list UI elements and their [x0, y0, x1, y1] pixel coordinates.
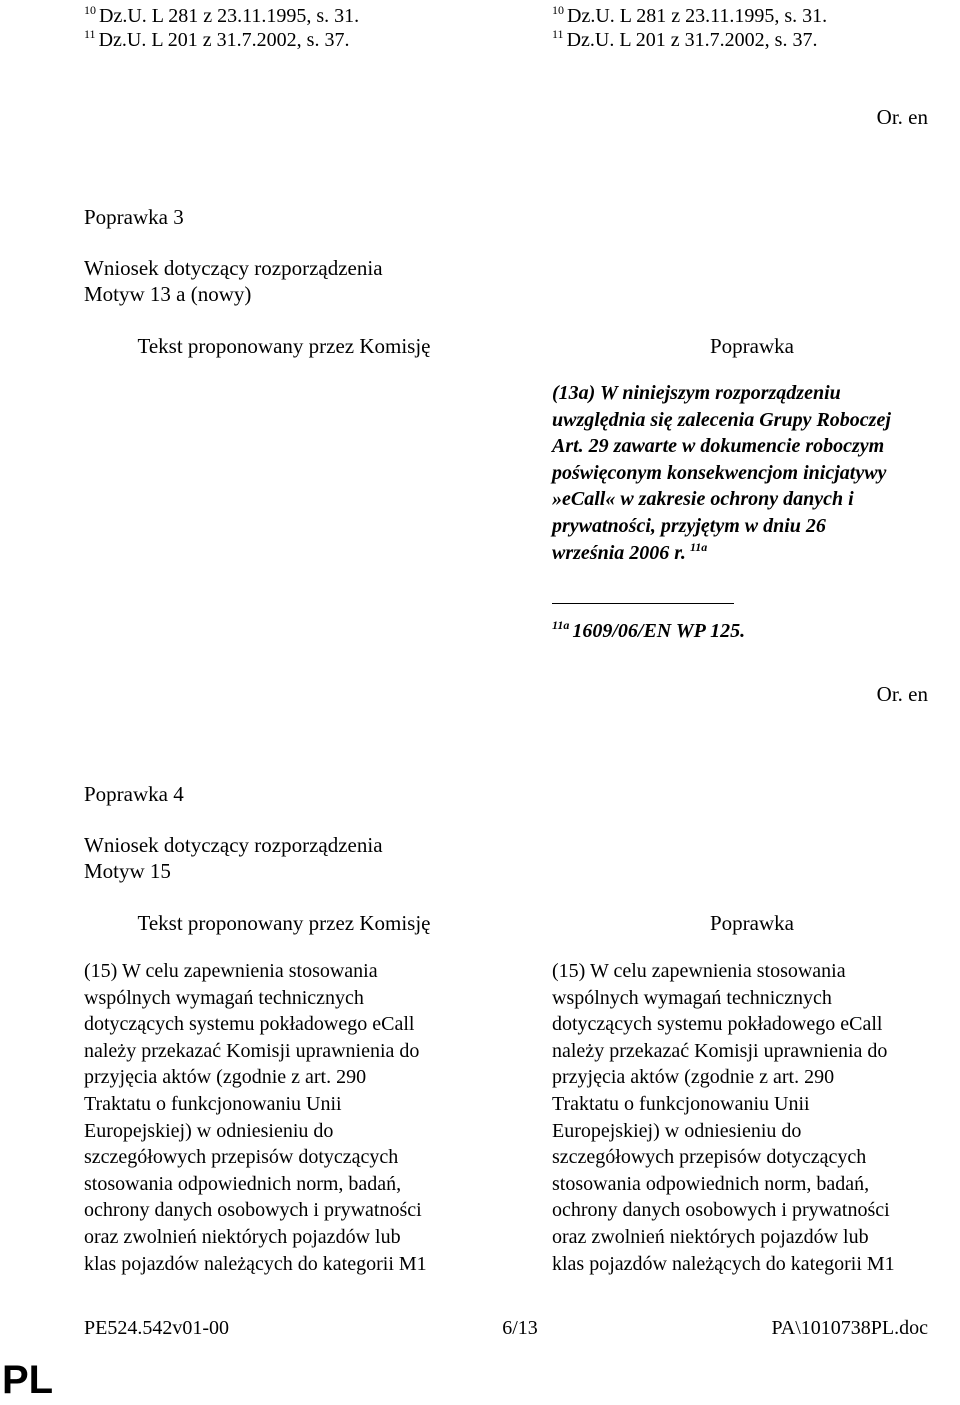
footnote-10-left: $^{10}$ Dz.U. L 281 z 23.11.1995, s. 31. [84, 3, 360, 27]
footnote-10-right: $^{10}$ Dz.U. L 281 z 23.11.1995, s. 31. [552, 3, 828, 27]
footer-doc-ref: PE524.542v01-00 [84, 1317, 229, 1339]
amendment-3-right-text: (13a) W niniejszym rozporządzeniu uwzględnia się zalecenia Grupy Roboczej Art. 29 zawarte w dokumencie roboczym poświęconym konsekwencjom inicjatywy »eCall« w zakresie ochrony danych i prywatności, przyjętym w dniu 26 września 2006 r. $^{11a}$ [552, 382, 891, 564]
amendment-4-col-left-header: Tekst proponowany przez Komisję [137, 911, 431, 935]
footnote-ref-11a: 11a [689, 539, 708, 554]
amendment-4-subject: Wniosek dotyczący rozporządzenia [84, 833, 383, 857]
language-mark: PL [2, 1358, 54, 1402]
footer-page-number: 6/13 [502, 1317, 538, 1339]
footer-file-name: PA\1010738PL.doc [771, 1317, 928, 1339]
amendment-4-right-text: (15) W celu zapewnienia stosowania wspólnych wymagań technicznych dotyczących systemu pokładowego eCall należy przekazać Komisji uprawnienia do przyjęcia aktów (zgodnie z art. 290 Traktatu o funkcjonowaniu Unii Europejskiej) w odniesieniu do szczegółowych przepisów dotyczących stosowania odpowiednich norm, badań, ochrony danych osobowych i prywatności oraz zwolnień niektórych pojazdów lub klas pojazdów należących do kategorii M1 [552, 960, 895, 1275]
footnote-11-left: $^{11}$ Dz.U. L 201 z 31.7.2002, s. 37. [84, 27, 350, 51]
amendment-3-col-left-header: Tekst proponowany przez Komisję [137, 334, 431, 358]
footnotes-top-left [84, 4, 359, 52]
amendment-3-subject: Wniosek dotyczący rozporządzenia [84, 256, 383, 280]
amendment-3-title: Poprawka 3 [84, 205, 184, 229]
amendment-4-recital: Motyw 15 [84, 859, 171, 883]
footnote-11-right: $^{11}$ Dz.U. L 201 z 31.7.2002, s. 37. [552, 27, 818, 51]
footnote-separator [552, 603, 734, 604]
footnotes-top-right [552, 4, 827, 52]
amendment-4-col-right-header: Poprawka [710, 911, 794, 935]
amendment-4-title: Poprawka 4 [84, 782, 184, 806]
amendment-3-col-right-header: Poprawka [710, 334, 794, 358]
original-language-3: Or. en [876, 105, 928, 129]
footnote-11a: $^{11a}$ 1609/06/EN WP 125. [552, 618, 746, 642]
amendment-3-recital: Motyw 13 a (nowy) [84, 282, 252, 306]
amendment-4-left-text: (15) W celu zapewnienia stosowania wspólnych wymagań technicznych dotyczących systemu pokładowego eCall należy przekazać Komisji uprawnienia do przyjęcia aktów (zgodnie z art. 290 Traktatu o funkcjonowaniu Unii Europejskiej) w odniesieniu do szczegółowych przepisów dotyczących stosowania odpowiednich norm, badań, ochrony danych osobowych i prywatności oraz zwolnień niektórych pojazdów lub klas pojazdów należących do kategorii M1 [84, 960, 427, 1275]
original-language-4: Or. en [876, 682, 928, 706]
